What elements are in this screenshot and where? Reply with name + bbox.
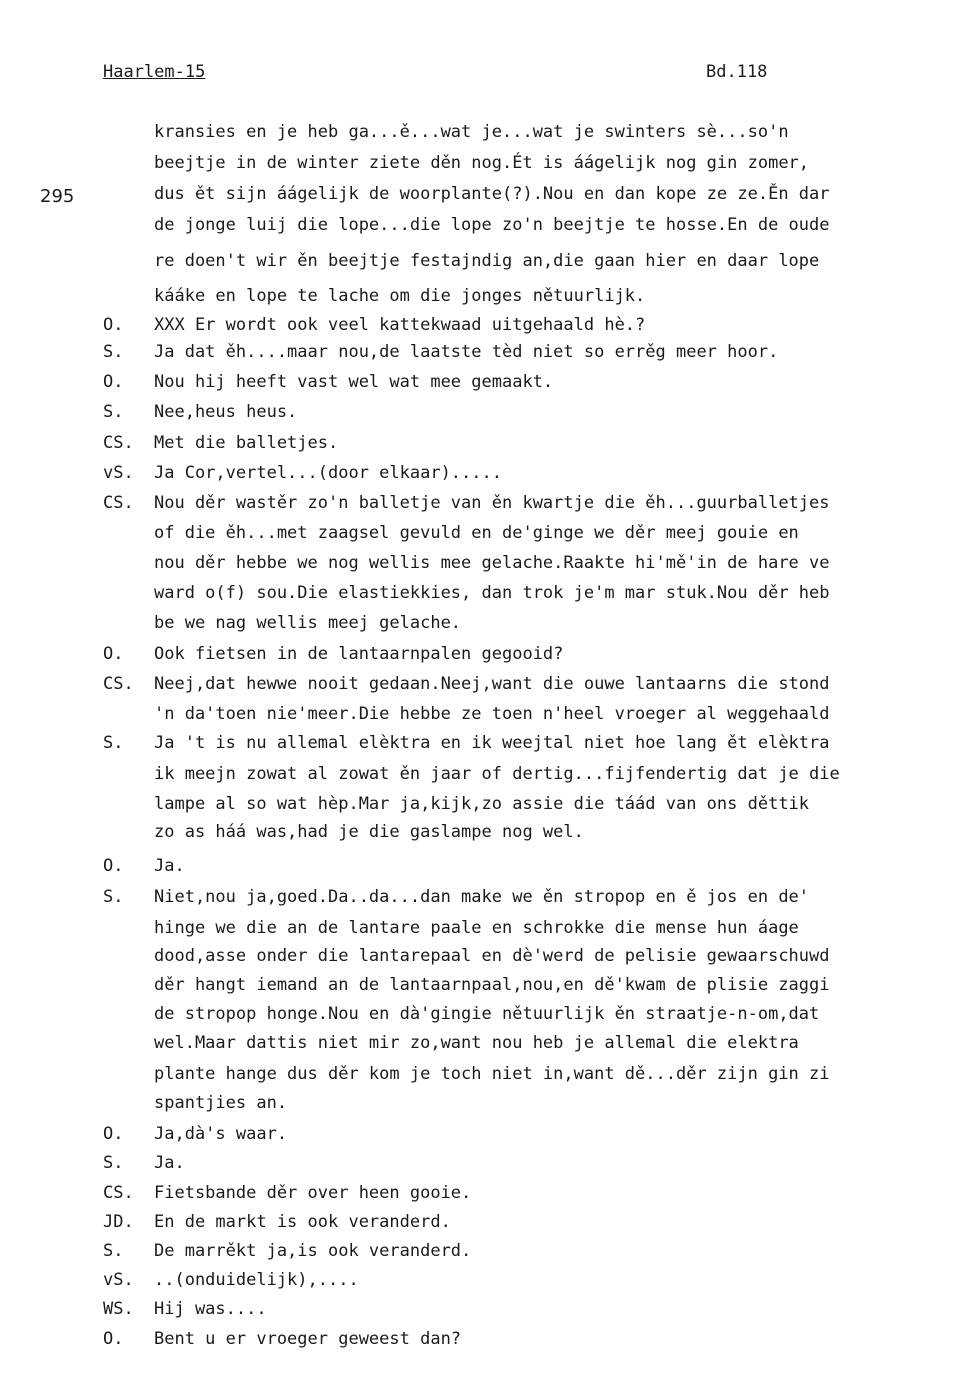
speaker-label: vS.: [103, 1270, 134, 1290]
transcript-line: [0, 430, 966, 456]
line-text: lampe al so wat hèp.Mar ja,kijk,zo assie die táád van ons děttik: [154, 794, 810, 814]
line-text: dood,asse onder die lantarepaal en dè'werd de pelisie gewaarschuwd: [154, 946, 830, 966]
line-text: de stropop honge.Nou en dà'gingie nětuurlijk ěn straatje-n-om,dat: [154, 1004, 820, 1024]
speaker-label: S.: [103, 1241, 124, 1261]
line-text: ward o(f) sou.Die elastiekkies, dan trok je'm mar stuk.Nou děr heb: [154, 583, 830, 603]
line-text: Nee,heus heus.: [154, 402, 298, 422]
line-text: Ja.: [154, 1153, 185, 1173]
line-text: Ja Cor,vertel...(door elkaar).....: [154, 463, 502, 483]
transcript-line: [0, 819, 966, 845]
line-text: De marrěkt ja,is ook veranderd.: [154, 1241, 472, 1261]
transcript-line: [0, 369, 966, 395]
transcript-line: [0, 248, 966, 274]
transcript-line: [0, 520, 966, 546]
line-text: re doen't wir ěn beejtje festajndig an,die gaan hier en daar lope: [154, 251, 820, 271]
speaker-label: S.: [103, 402, 124, 422]
transcript-line: [0, 150, 966, 176]
transcript-line: [0, 312, 966, 338]
transcript-line: [0, 339, 966, 365]
line-text: Hij was....: [154, 1299, 267, 1319]
transcript-line: [0, 915, 966, 941]
speaker-label: S.: [103, 887, 124, 907]
line-text: 'n da'toen nie'meer.Die hebbe ze toen n'heel vroeger al weggehaald: [154, 704, 830, 724]
transcript-line: [0, 212, 966, 238]
transcript-line: [0, 943, 966, 969]
speaker-label: S.: [103, 1153, 124, 1173]
transcript-line: [0, 1090, 966, 1116]
line-text: ik meejn zowat al zowat ěn jaar of dertig...fijfendertig dat je die: [154, 764, 840, 784]
transcript-line: [0, 853, 966, 879]
line-text: děr hangt iemand an de lantaarnpaal,nou,en dě'kwam de plisie zaggi: [154, 975, 830, 995]
line-text: dus ět sijn áágelijk de woorplante(?).Nou en dan kope ze ze.Ěn dar: [154, 184, 830, 204]
transcript-line: [0, 550, 966, 576]
line-text: Ja,dà's waar.: [154, 1124, 288, 1144]
line-text: hinge we die an de lantare paale en schrokke die mense hun áage: [154, 918, 799, 938]
line-text: be we nag wellis meej gelache.: [154, 613, 462, 633]
transcript-line: [0, 399, 966, 425]
line-text: Nou hij heeft vast wel wat mee gemaakt.: [154, 372, 554, 392]
line-text: spantjies an.: [154, 1093, 288, 1113]
transcript-line: [0, 1326, 966, 1352]
line-text: Ja dat ěh....maar nou,de laatste tèd niet so errěg meer hoor.: [154, 342, 779, 362]
speaker-label: O.: [103, 1329, 124, 1349]
transcript-line: [0, 1267, 966, 1293]
transcript-line: [0, 1150, 966, 1176]
line-text: Met die balletjes.: [154, 433, 339, 453]
transcript-line: [0, 641, 966, 667]
transcript-line: [0, 490, 966, 516]
transcript-line: [0, 1061, 966, 1087]
transcript-line: [0, 181, 966, 207]
speaker-label: CS.: [103, 674, 134, 694]
transcript-line: [0, 1180, 966, 1206]
transcript-line: [0, 972, 966, 998]
speaker-label: O.: [103, 315, 124, 335]
line-text: of die ěh...met zaagsel gevuld en de'ginge we děr meej gouie en: [154, 523, 799, 543]
transcript-line: [0, 761, 966, 787]
margin-line-number: 295: [40, 186, 75, 207]
line-text: kááke en lope te lache om die jonges nětuurlijk.: [154, 286, 646, 306]
line-text: beejtje in de winter ziete děn nog.Ét is áágelijk nog gin zomer,: [154, 153, 810, 173]
line-text: Nou děr wastěr zo'n balletje van ěn kwartje die ěh...guurballetjes: [154, 493, 830, 513]
speaker-label: CS.: [103, 1183, 134, 1203]
line-text: Neej,dat hewwe nooit gedaan.Neej,want die ouwe lantaarns die stond: [154, 674, 830, 694]
speaker-label: CS.: [103, 433, 134, 453]
line-text: Ja.: [154, 856, 185, 876]
line-text: En de markt is ook veranderd.: [154, 1212, 451, 1232]
line-text: plante hange dus děr kom je toch niet in,want dě...děr zijn gin zi: [154, 1064, 830, 1084]
speaker-label: S.: [103, 342, 124, 362]
speaker-label: O.: [103, 644, 124, 664]
transcript-line: [0, 460, 966, 486]
transcript-line: [0, 1209, 966, 1235]
line-text: de jonge luij die lope...die lope zo'n beejtje te hosse.En de oude: [154, 215, 830, 235]
line-text: wel.Maar dattis niet mir zo,want nou heb je allemal die elektra: [154, 1033, 799, 1053]
line-text: kransies en je heb ga...ě...wat je...wat je swinters sè...so'n: [154, 122, 789, 142]
speaker-label: JD.: [103, 1212, 134, 1232]
line-text: Fietsbande děr over heen gooie.: [154, 1183, 472, 1203]
line-text: nou děr hebbe we nog wellis mee gelache.Raakte hi'mě'in de hare ve: [154, 553, 830, 573]
transcript-line: [0, 884, 966, 910]
speaker-label: vS.: [103, 463, 134, 483]
transcript-line: [0, 671, 966, 697]
line-text: XXX Er wordt ook veel kattekwaad uitgehaald hè.?: [154, 315, 646, 335]
speaker-label: O.: [103, 1124, 124, 1144]
transcript-line: [0, 283, 966, 309]
transcript-line: [0, 730, 966, 756]
speaker-label: CS.: [103, 493, 134, 513]
page-header-reference: Bd.118: [706, 62, 768, 82]
speaker-label: WS.: [103, 1299, 134, 1319]
line-text: Niet,nou ja,goed.Da..da...dan make we ěn stropop en ě jos en de': [154, 887, 810, 907]
transcript-line: [0, 1121, 966, 1147]
transcript-line: [0, 701, 966, 727]
speaker-label: O.: [103, 856, 124, 876]
line-text: Ook fietsen in de lantaarnpalen gegooid?: [154, 644, 564, 664]
page-header-location: Haarlem-15: [103, 62, 206, 82]
transcript-line: [0, 119, 966, 145]
transcript-line: [0, 1296, 966, 1322]
line-text: zo as háá was,had je die gaslampe nog wel.: [154, 822, 584, 842]
transcript-line: [0, 580, 966, 606]
transcript-line: [0, 1238, 966, 1264]
transcript-line: [0, 1030, 966, 1056]
line-text: Ja 't is nu allemal elèktra en ik weejtal niet hoe lang ět elèktra: [154, 733, 830, 753]
transcript-line: [0, 610, 966, 636]
transcript-line: [0, 791, 966, 817]
line-text: Bent u er vroeger geweest dan?: [154, 1329, 462, 1349]
speaker-label: S.: [103, 733, 124, 753]
speaker-label: O.: [103, 372, 124, 392]
transcript-line: [0, 1001, 966, 1027]
line-text: ..(onduidelijk),....: [154, 1270, 359, 1290]
